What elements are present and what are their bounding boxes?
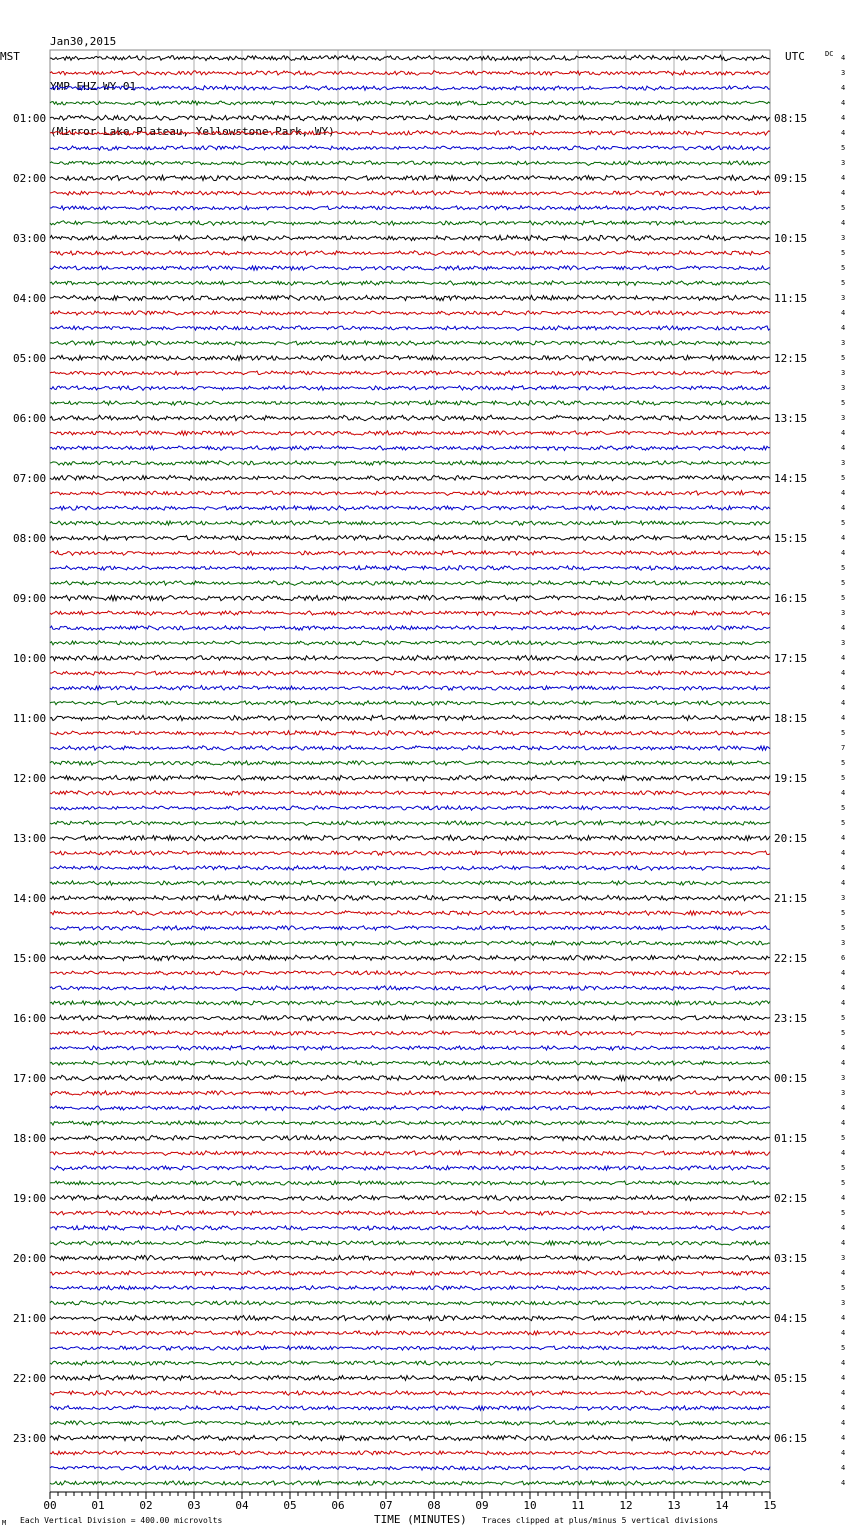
utc-hour-label: 20:15	[774, 832, 808, 845]
utc-hour-label: 14:15	[774, 472, 808, 485]
dc-offset-value: 7	[841, 744, 846, 752]
mst-hour-label: 11:00	[13, 712, 47, 725]
utc-hour-label: 05:15	[774, 1372, 808, 1385]
utc-hour-label: 04:15	[774, 1312, 808, 1325]
mst-hour-label: 12:00	[13, 772, 47, 785]
dc-offset-value: 5	[841, 729, 846, 737]
x-tick-label: 03	[187, 1499, 201, 1512]
dc-offset-value: 3	[841, 69, 846, 77]
trace-line	[50, 386, 770, 391]
dc-label: DC	[825, 50, 834, 58]
trace-line	[50, 986, 770, 991]
trace-line	[50, 1046, 770, 1051]
trace-line	[50, 1346, 770, 1350]
utc-hour-label: 12:15	[774, 352, 808, 365]
trace-line	[50, 641, 770, 645]
dc-offset-value: 4	[841, 1374, 846, 1382]
dc-offset-value: 5	[841, 1344, 846, 1352]
trace-line	[50, 955, 770, 961]
trace-line	[50, 806, 770, 810]
dc-offset-value: 3	[841, 1089, 846, 1097]
utc-hour-label: 11:15	[774, 292, 808, 305]
dc-offset-value: 5	[841, 519, 846, 527]
dc-offset-value: 3	[841, 339, 846, 347]
dc-offset-value: 3	[841, 1299, 846, 1307]
trace-line	[50, 911, 770, 916]
utc-hour-labels	[774, 112, 807, 1445]
dc-offset-value: 4	[841, 699, 846, 707]
trace-line	[50, 415, 770, 421]
dc-offset-value: 4	[841, 549, 846, 557]
dc-offset-value: 5	[841, 564, 846, 572]
dc-offset-value: 4	[841, 714, 846, 722]
dc-offset-value: 4	[841, 1449, 846, 1457]
dc-offset-value: 5	[841, 1029, 846, 1037]
mst-hour-label: 21:00	[13, 1312, 47, 1325]
dc-offset-value: 4	[841, 1194, 846, 1202]
x-tick-label: 02	[139, 1499, 153, 1512]
dc-offset-value: 5	[841, 474, 846, 482]
clip-note: Traces clipped at plus/minus 5 vertical divisions	[482, 1516, 719, 1525]
dc-offset-value: 5	[841, 804, 846, 812]
dc-offset-value: 5	[841, 1209, 846, 1217]
trace-line	[50, 731, 770, 736]
dc-offset-value: 4	[841, 504, 846, 512]
dc-offset-value: 4	[841, 684, 846, 692]
trace-line	[50, 251, 770, 256]
x-tick-label: 00	[43, 1499, 57, 1512]
mst-hour-label: 04:00	[13, 292, 47, 305]
mst-hour-label: 17:00	[13, 1072, 47, 1085]
trace-line	[50, 221, 770, 226]
x-tick-label: 05	[283, 1499, 297, 1512]
dc-offset-value: 4	[841, 1269, 846, 1277]
trace-line	[50, 791, 770, 796]
dc-offset-value: 3	[841, 609, 846, 617]
trace-line	[50, 1435, 770, 1440]
mst-hour-label: 06:00	[13, 412, 47, 425]
x-tick-label: 11	[571, 1499, 585, 1512]
trace-line	[50, 491, 770, 496]
dc-offset-value: 4	[841, 789, 846, 797]
dc-offset-value: 5	[841, 354, 846, 362]
mst-hour-label: 09:00	[13, 592, 47, 605]
trace-line	[50, 535, 770, 540]
utc-hour-label: 18:15	[774, 712, 808, 725]
header-date: Jan30,2015	[50, 35, 117, 48]
trace-line	[50, 926, 770, 931]
dc-offset-value: 4	[841, 879, 846, 887]
mst-hour-label: 08:00	[13, 532, 47, 545]
trace-line	[50, 1135, 770, 1140]
trace-line	[50, 326, 770, 331]
dc-offset-value: 5	[841, 1284, 846, 1292]
dc-offset-value: 4	[841, 969, 846, 977]
trace-line	[50, 295, 770, 301]
mst-hour-label: 13:00	[13, 832, 47, 845]
dc-offset-value: 3	[841, 369, 846, 377]
trace-line	[50, 355, 770, 360]
trace-line	[50, 1466, 770, 1471]
dc-offset-value: 4	[841, 1434, 846, 1442]
mst-hour-label: 07:00	[13, 472, 47, 485]
header-location: (Mirror Lake Plateau, Yellowstone Park, WY)	[50, 125, 335, 138]
trace-line	[50, 1421, 770, 1426]
trace-group	[50, 55, 770, 1485]
trace-line	[50, 611, 770, 616]
mst-hour-label: 03:00	[13, 232, 47, 245]
dc-offset-value: 4	[841, 1059, 846, 1067]
utc-hour-label: 06:15	[774, 1432, 808, 1445]
trace-line	[50, 1481, 770, 1486]
x-tick-label: 13	[667, 1499, 681, 1512]
trace-line	[50, 86, 770, 91]
dc-offset-value: 5	[841, 774, 846, 782]
dc-offset-value: 3	[841, 414, 846, 422]
dc-offset-value: 4	[841, 324, 846, 332]
dc-offset-value: 4	[841, 999, 846, 1007]
trace-line	[50, 1391, 770, 1396]
trace-line	[50, 971, 770, 976]
mst-hour-label: 15:00	[13, 952, 47, 965]
trace-line	[50, 835, 770, 840]
trace-line	[50, 1226, 770, 1231]
trace-line	[50, 311, 770, 315]
trace-line	[50, 1361, 770, 1366]
dc-offset-value: 5	[841, 1134, 846, 1142]
trace-line	[50, 701, 770, 706]
trace-line	[50, 895, 770, 901]
trace-line	[50, 581, 770, 586]
dc-offset-value: 4	[841, 309, 846, 317]
header-station: YMP EHZ WY 01	[50, 80, 137, 93]
dc-offset-value: 4	[841, 1044, 846, 1052]
trace-line	[50, 1271, 770, 1276]
x-axis-title: TIME (MINUTES)	[374, 1513, 467, 1526]
dc-offset-value: 3	[841, 894, 846, 902]
dc-offset-value: 5	[841, 1014, 846, 1022]
dc-offset-value: 3	[841, 1074, 846, 1082]
x-tick-label: 07	[379, 1499, 393, 1512]
trace-line	[50, 626, 770, 631]
utc-hour-label: 08:15	[774, 112, 808, 125]
x-tick-label: 04	[235, 1499, 249, 1512]
trace-line	[50, 1375, 770, 1380]
utc-hour-label: 17:15	[774, 652, 808, 665]
trace-line	[50, 235, 770, 241]
dc-offset-value: 4	[841, 54, 846, 62]
dc-offset-value: 4	[841, 1314, 846, 1322]
x-tick-label: 14	[715, 1499, 729, 1512]
trace-line	[50, 1181, 770, 1185]
dc-offset-value: 5	[841, 279, 846, 287]
trace-line	[50, 821, 770, 826]
dc-offset-value: 4	[841, 429, 846, 437]
utc-hour-label: 09:15	[774, 172, 808, 185]
trace-line	[50, 1015, 770, 1020]
utc-hour-label: 15:15	[774, 532, 808, 545]
trace-line	[50, 686, 770, 691]
trace-line	[50, 761, 770, 766]
trace-line	[50, 1255, 770, 1260]
dc-offset-value: 4	[841, 654, 846, 662]
mst-hour-labels	[13, 112, 46, 1445]
dc-offset-value: 4	[841, 534, 846, 542]
dc-offset-value: 5	[841, 924, 846, 932]
dc-offset-value: 3	[841, 639, 846, 647]
dc-offset-value: 4	[841, 174, 846, 182]
trace-line	[50, 1031, 770, 1036]
utc-label: UTC	[785, 50, 805, 63]
dc-offset-value: 4	[841, 1104, 846, 1112]
mst-hour-label: 01:00	[13, 112, 47, 125]
x-tick-label: 06	[331, 1499, 345, 1512]
dc-offset-value: 5	[841, 909, 846, 917]
dc-offset-value: 4	[841, 1479, 846, 1487]
trace-line	[50, 1211, 770, 1216]
dc-offset-value: 4	[841, 984, 846, 992]
utc-hour-label: 16:15	[774, 592, 808, 605]
mst-hour-label: 20:00	[13, 1252, 47, 1265]
mst-hour-label: 16:00	[13, 1012, 47, 1025]
dc-offset-value: 4	[841, 1419, 846, 1427]
dc-offset-value: 4	[841, 864, 846, 872]
trace-line	[50, 1151, 770, 1156]
dc-offset-value: 4	[841, 129, 846, 137]
trace-line	[50, 1331, 770, 1336]
trace-line	[50, 1075, 770, 1081]
dc-offset-value: 5	[841, 144, 846, 152]
utc-hour-label: 02:15	[774, 1192, 808, 1205]
utc-hour-label: 13:15	[774, 412, 808, 425]
dc-offset-value: 4	[841, 1119, 846, 1127]
dc-offset-values	[841, 54, 845, 1487]
dc-offset-value: 6	[841, 954, 846, 962]
dc-offset-value: 4	[841, 189, 846, 197]
trace-line	[50, 461, 770, 466]
trace-line	[50, 71, 770, 76]
trace-line	[50, 1166, 770, 1171]
trace-line	[50, 1106, 770, 1111]
dc-offset-value: 4	[841, 1224, 846, 1232]
dc-offset-value: 5	[841, 759, 846, 767]
trace-line	[50, 175, 770, 181]
x-tick-label: 15	[763, 1499, 777, 1512]
trace-line	[50, 281, 770, 286]
x-tick-label: 09	[475, 1499, 489, 1512]
trace-line	[50, 866, 770, 871]
trace-line	[50, 655, 770, 661]
trace-line	[50, 55, 770, 60]
trace-line	[50, 1061, 770, 1066]
trace-line	[50, 475, 770, 480]
utc-hour-label: 03:15	[774, 1252, 808, 1265]
trace-line	[50, 371, 770, 375]
trace-line	[50, 746, 770, 751]
mst-hour-label: 02:00	[13, 172, 47, 185]
trace-line	[50, 1315, 770, 1321]
dc-offset-value: 5	[841, 1164, 846, 1172]
mst-hour-label: 10:00	[13, 652, 47, 665]
mst-hour-label: 14:00	[13, 892, 47, 905]
trace-line	[50, 881, 770, 886]
dc-offset-value: 5	[841, 249, 846, 257]
dc-offset-value: 3	[841, 234, 846, 242]
trace-line	[50, 506, 770, 511]
scale-note: Each Vertical Division = 400.00 microvolts	[20, 1516, 223, 1525]
utc-hour-label: 01:15	[774, 1132, 808, 1145]
trace-line	[50, 1241, 770, 1246]
dc-offset-value: 4	[841, 1149, 846, 1157]
dc-offset-value: 4	[841, 219, 846, 227]
trace-line	[50, 566, 770, 571]
trace-line	[50, 1286, 770, 1291]
dc-offset-value: 4	[841, 1464, 846, 1472]
dc-offset-value: 5	[841, 579, 846, 587]
trace-line	[50, 1121, 770, 1126]
trace-line	[50, 775, 770, 780]
dc-offset-value: 5	[841, 594, 846, 602]
utc-hour-label: 10:15	[774, 232, 808, 245]
trace-line	[50, 1451, 770, 1456]
dc-offset-value: 3	[841, 384, 846, 392]
trace-line	[50, 715, 770, 720]
dc-offset-value: 4	[841, 1389, 846, 1397]
trace-line	[50, 401, 770, 406]
dc-offset-value: 3	[841, 159, 846, 167]
dc-offset-value: 3	[841, 1254, 846, 1262]
dc-offset-value: 4	[841, 489, 846, 497]
dc-offset-value: 4	[841, 1239, 846, 1247]
mst-hour-label: 22:00	[13, 1372, 47, 1385]
trace-line	[50, 266, 770, 271]
trace-line	[50, 595, 770, 600]
trace-line	[50, 851, 770, 856]
trace-line	[50, 341, 770, 346]
x-tick-label: 08	[427, 1499, 441, 1512]
dc-offset-value: 4	[841, 1359, 846, 1367]
trace-line	[50, 446, 770, 451]
x-axis	[43, 1492, 776, 1512]
utc-hour-label: 21:15	[774, 892, 808, 905]
dc-offset-value: 4	[841, 834, 846, 842]
utc-hour-label: 23:15	[774, 1012, 808, 1025]
trace-line	[50, 191, 770, 196]
dc-offset-value: 4	[841, 84, 846, 92]
dc-offset-value: 5	[841, 399, 846, 407]
x-tick-label: 01	[91, 1499, 105, 1512]
utc-hour-label: 00:15	[774, 1072, 808, 1085]
trace-line	[50, 1406, 770, 1411]
x-tick-label: 12	[619, 1499, 633, 1512]
dc-offset-value: 5	[841, 1179, 846, 1187]
trace-line	[50, 101, 770, 105]
corner-mark: M	[2, 1519, 7, 1527]
trace-line	[50, 1195, 770, 1200]
trace-line	[50, 115, 770, 121]
dc-offset-value: 5	[841, 264, 846, 272]
trace-line	[50, 131, 770, 135]
dc-offset-value: 4	[841, 624, 846, 632]
dc-offset-value: 5	[841, 819, 846, 827]
dc-offset-value: 4	[841, 114, 846, 122]
dc-offset-value: 4	[841, 99, 846, 107]
dc-offset-value: 4	[841, 444, 846, 452]
dc-offset-value: 3	[841, 459, 846, 467]
mst-label: MST	[0, 50, 20, 63]
dc-offset-value: 4	[841, 1404, 846, 1412]
trace-line	[50, 1001, 770, 1006]
mst-hour-label: 19:00	[13, 1192, 47, 1205]
dc-offset-value: 4	[841, 1329, 846, 1337]
trace-line	[50, 1091, 770, 1096]
trace-line	[50, 941, 770, 946]
trace-line	[50, 206, 770, 210]
utc-hour-label: 22:15	[774, 952, 808, 965]
trace-line	[50, 431, 770, 436]
trace-line	[50, 521, 770, 526]
dc-offset-value: 5	[841, 204, 846, 212]
dc-offset-value: 3	[841, 294, 846, 302]
dc-offset-value: 3	[841, 939, 846, 947]
mst-hour-label: 23:00	[13, 1432, 47, 1445]
trace-line	[50, 1301, 770, 1306]
mst-hour-label: 05:00	[13, 352, 47, 365]
utc-hour-label: 19:15	[774, 772, 808, 785]
trace-line	[50, 146, 770, 151]
trace-line	[50, 161, 770, 166]
x-tick-label: 10	[523, 1499, 537, 1512]
dc-offset-value: 4	[841, 849, 846, 857]
trace-line	[50, 671, 770, 676]
trace-line	[50, 551, 770, 556]
mst-hour-label: 18:00	[13, 1132, 47, 1145]
dc-offset-value: 4	[841, 669, 846, 677]
